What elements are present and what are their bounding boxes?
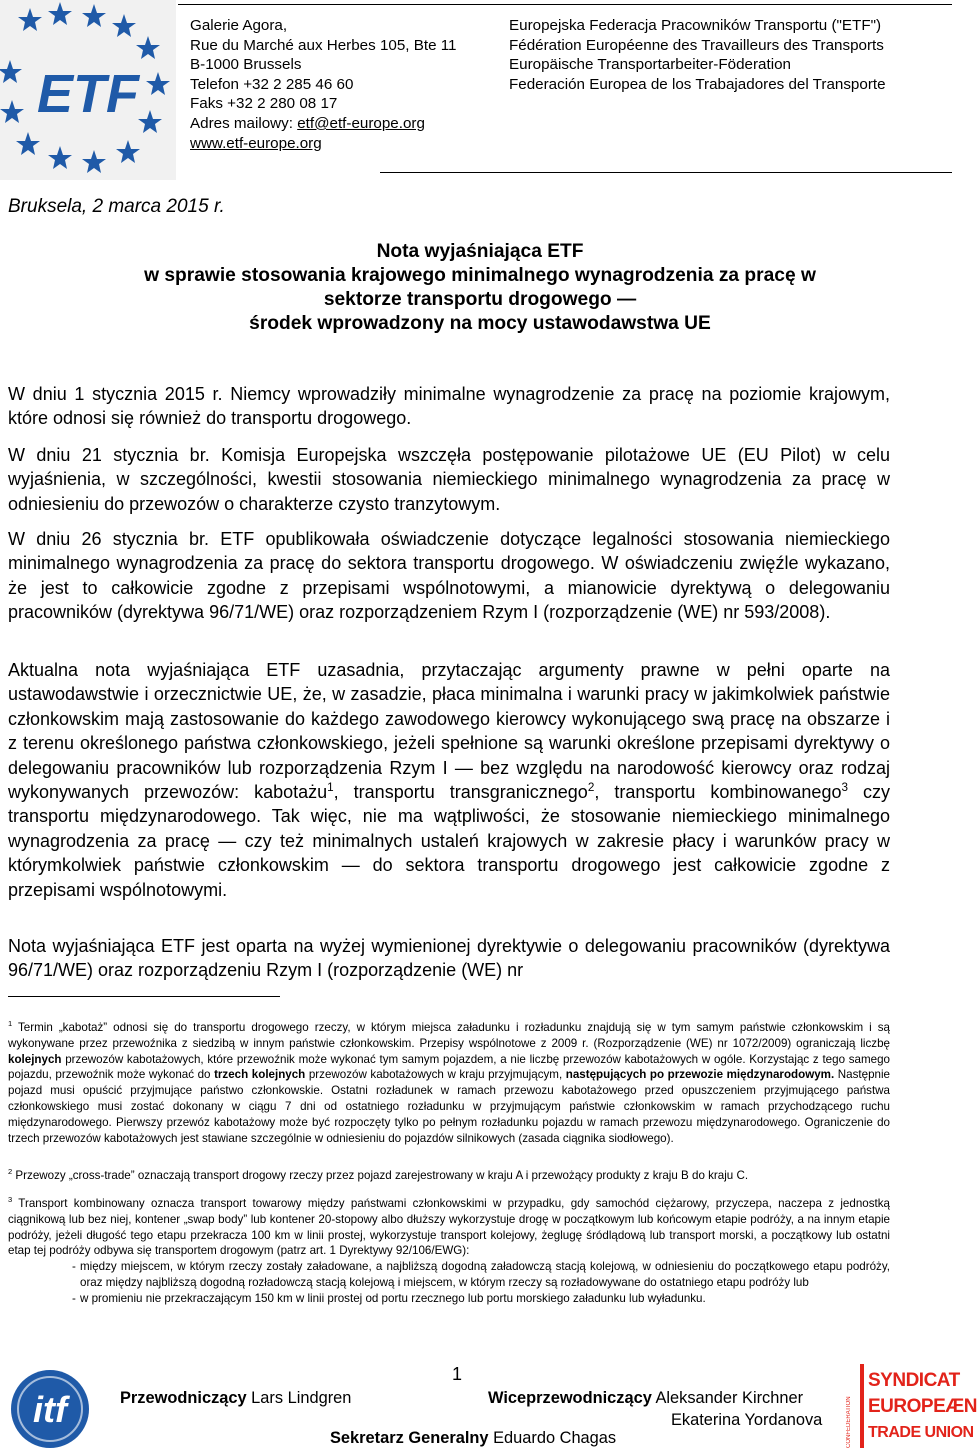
list-item: - między miejscem, w którym rzeczy zostały załadowane, a najbliższą dogodną załadowczą stacją kolejową, w odniesieniu do początkowego etapu podróży, oraz między najbliższą dogodną rozładowczą stacją kolejową i miejscem, w którym rzeczy są rozładowywane do ostatniego etapu podróży lub xyxy=(72,1260,890,1289)
chair-signature: Przewodniczący Lars Lindgren xyxy=(120,1389,352,1407)
org-name-es: Federación Europea de los Trabajadores del Transporte xyxy=(509,75,886,93)
etuc-bar xyxy=(860,1364,864,1448)
address-block xyxy=(190,16,457,153)
etf-logo-text: ETF xyxy=(37,64,139,124)
header-rule-top xyxy=(178,4,952,5)
list-item: - w promieniu nie przekraczającym 150 km w linii prostej od portu rzecznego lub portu morskiego załadunku lub wyładunku. xyxy=(72,1291,706,1305)
page-number: 1 xyxy=(452,1364,463,1384)
footnote-1: $^1$ Termin „kabotaż” odnosi się do transportu drogowego rzeczy, w którym miejsca załadunku i rozładunku znajdują się w tym samym państwie członkowskim i są wykonywane przez przewoźnika z siedzibą w innym państwie członkowskim. Przepisy wspólnotowe z 2009 r. (Rozporządzenie (WE) nr 1072/2009) ograniczają liczbę kolejnych przewozów kabotażowych, które przewoźnik może wykonać tym samym pojazdem, a nie liczbę przewozów kabotażowych w ogóle. Korzystając z tego samego pojazdu, przewoźnik może wykonać do trzech kolejnych przewozów kabotażowych w kraju przyjmującym, następujących po przewozie międzynarodowym. Następnie pojazd musi opuścić przyjmujące państwo członkowskie. Ostatni rozładunek w ramach przewozu kabotażowego przed opuszczeniem przyjmującego państwa członkowskiego musi zostać dokonany w ciągu 7 dni od ostatniego rozładunku w przyjmującym państwie członkowskim w ramach przychodzącego ruchu międzynarodowego. Pierwszy przewóz kabotażowy może być rozpoczęty tylko po pełnym rozładunku pojazdu w ramach przewozu międzynarodowego. Ograniczenie do trzech przewozów kabotażowych jest stawiane szczególnie w odniesieniu do pojazdów silnikowych (zasada ciągnika siodłowego). xyxy=(8,1019,890,1145)
etuc-side-text: CONFEDERATION xyxy=(846,1396,852,1448)
secretary-signature: Sekretarz Generalny Eduardo Chagas xyxy=(330,1429,617,1447)
title-line: Nota wyjaśniająca ETF xyxy=(376,241,584,262)
phone-line: Telefon +32 2 285 46 60 xyxy=(190,75,354,93)
vice-chair-signature: Wiceprzewodniczący Aleksander Kirchner xyxy=(488,1389,804,1407)
footnote-3-list xyxy=(8,1259,890,1306)
paragraph-1: W dniu 1 stycznia 2015 r. Niemcy wprowadziły minimalne wynagrodzenie za pracę na poziomie krajowym, które odnosi się również do transportu drogowego. xyxy=(8,384,890,429)
etuc-text: SYNDICAT EUROPEÆN TRADE UNION xyxy=(868,1370,977,1441)
title-line: sektorze transportu drogowego — xyxy=(323,289,637,310)
document-date: Bruksela, 2 marca 2015 r. xyxy=(8,196,225,217)
footnote-separator xyxy=(8,996,280,997)
org-name-fr: Fédération Européenne des Travailleurs des Transports xyxy=(509,36,884,54)
paragraph-4: Aktualna nota wyjaśniająca ETF uzasadnia, przytaczając argumenty prawne w pełni oparte na ustawodawstwie i orzecznictwie UE, że, w zasadzie, płaca minimalna i warunki pracy w jakimkolwiek państwie członkowskim mają zastosowanie do każdego zawodowego kierowcy wykonującego swą pracę na obszarze i z terenu określonego państwa członkowskiego, jeżeli spełnione są warunki określone przepisami dyrektywy o delegowaniu pracowników lub rozporządzenia Rzym I — bez względu na narodowość kierowcy oraz rodzaj wykonywanych przewozów: kabotażu$^1$, transportu transgranicznego$^2$, transportu kombinowanego$^3$ czy transportu międzynarodowego. Tak więc, nie ma wątpliwości, że stosowanie niemieckiego minimalnego wynagrodzenia za pracę — czy też minimalnych ustaleń krajowych w zakresie płacy i warunków pracy w którymkolwiek państwie członkowskim — do sektora transportu drogowego jest całkowicie zgodne z przepisami wspólnotowymi. xyxy=(8,660,890,900)
document-title xyxy=(40,240,920,336)
itf-logo-graphic xyxy=(6,1368,94,1450)
title-line: środek wprowadzony na mocy ustawodawstwa UE xyxy=(249,313,711,334)
itf-logo-text: itf xyxy=(33,1389,67,1430)
footnote-ref-3[interactable]: 3 xyxy=(841,781,848,795)
etf-logo xyxy=(0,0,176,180)
email-label: Adres mailowy: xyxy=(190,114,298,132)
footnote-ref-2[interactable]: 2 xyxy=(587,781,595,795)
title-line: w sprawie stosowania krajowego minimalnego wynagrodzenia za pracę w xyxy=(144,265,816,286)
org-name-pl: Europejska Federacja Pracowników Transportu ("ETF") xyxy=(509,17,882,34)
etf-logo-graphic xyxy=(0,0,176,180)
address-line: Rue du Marché aux Herbes 105, Bte 11 xyxy=(190,36,457,54)
vice-chair-second: Ekaterina Yordanova xyxy=(671,1411,823,1429)
footnote-2: $^2$ Przewozy „cross-trade” oznaczają transport drogowy rzeczy przez pojazd zarejestrowany w kraju A i przewożący produkty z kraju B do kraju C. xyxy=(8,1167,749,1182)
footnote-3: $^3$ Transport kombinowany oznacza transport towarowy między państwami członkowskimi w przypadku, gdy samochód ciężarowy, przyczepa, naczepa z jednostką ciągnikową lub bez niej, kontener „swap body” lub kontener 20-stopowy albo dłuższy wykorzystuje drogę w początkowym lub końcowym etapie podróży, a na innym etapie podróży, jeżeli długość tego etapu przekracza 100 km w linii prostej, wykorzystuje transport kolejowy, żeglugę śródlądową lub transport morski, a początkowy lub ostatni etap tej podróży odbywa się transportem drogowym (patrz art. 1 Dyrektywy 92/106/EWG): - między miejscem, w którym rzeczy zostały załadowane, a najbliższą dogodną załadowczą stacją kolejową, w odniesieniu do początkowego etapu podróży, oraz między najbliższą dogodną rozładowczą stacją kolejową i miejscem, w którym rzeczy są rozładowywane do ostatniego etapu podróży lub - w promieniu nie przekraczającym 150 km w linii prostej od portu rzecznego lub portu morskiego załadunku lub wyładunku. xyxy=(8,1195,890,1305)
address-line: B-1000 Brussels xyxy=(190,56,302,74)
organization-names xyxy=(509,16,886,94)
website-link[interactable]: www.etf-europe.org xyxy=(190,134,322,152)
org-name-de: Europäische Transportarbeiter-Föderation xyxy=(509,56,791,74)
header-rule-bottom xyxy=(380,172,952,173)
email-link[interactable]: etf@etf-europe.org xyxy=(297,114,425,132)
footnote-ref-1[interactable]: 1 xyxy=(327,781,334,795)
email-line xyxy=(190,114,457,134)
paragraph-2: W dniu 21 stycznia br. Komisja Europejska wszczęła postępowanie pilotażowe UE (EU Pilot) w celu wyjaśnienia, w szczególności, kwestii stosowania niemieckiego minimalnego wynagrodzenia za pracę w odniesieniu do przewozów o charakterze czysto tranzytowym. xyxy=(8,445,890,514)
paragraph-5: Nota wyjaśniająca ETF jest oparta na wyżej wymienionej dyrektywie o delegowaniu pracowników (dyrektywa 96/71/WE) oraz rozporządzeniu Rzym I (rozporządzenie (WE) nr xyxy=(8,936,890,981)
address-line: Galerie Agora, xyxy=(190,17,288,34)
paragraph-3: W dniu 26 stycznia br. ETF opublikowała oświadczenie dotyczące legalności stosowania niemieckiego minimalnego wynagrodzenia za pracę do sektora transportu drogowego. W oświadczeniu zwięźle wykazano, że jest to całkowicie zgodne z przepisami wspólnotowymi, a mianowicie dyrektywą o delegowaniu pracowników (dyrektywa 96/71/WE) oraz rozporządzeniem Rzym I (rozporządzenie (WE) nr 593/2008). xyxy=(8,529,890,623)
fax-line: Faks +32 2 280 08 17 xyxy=(190,95,338,113)
etuc-logo xyxy=(846,1364,977,1450)
itf-logo xyxy=(6,1368,94,1450)
